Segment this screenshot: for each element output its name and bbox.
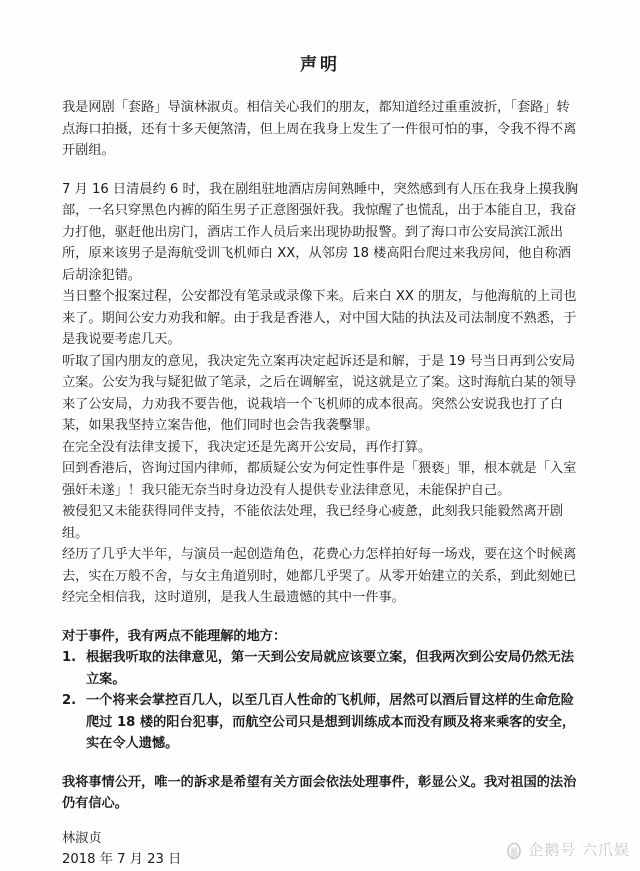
issue-item	[62, 690, 582, 755]
signature-name: 林淑贞	[62, 830, 102, 846]
issue-text: 根据我听取的法律意见，第一天到公安局就应该要立案，但我两次到公安局仍然无法立案。	[86, 650, 574, 687]
closing-statement: 我将事情公开，唯一的訴求是希望有关方面会依法处理事件，彰显公义。我对祖国的法治仍有信心。	[62, 774, 577, 811]
penguin-logo-icon	[504, 840, 524, 860]
issues-list	[62, 647, 582, 755]
paragraph-incident: 7 月 16 日清晨约 6 时，我在剧组驻地酒店房间熟睡中，突然感到有人压在我身上摸我胸部，一名只穿黑色内裤的陌生男子正意图强奸我。我惊醒了也慌乱，出于本能自卫，我奋力打他，驱赶他出房门，酒店工作人员后来出现协助报警。到了海口市公安局滨江派出所，原来该男子是海航受训飞机师白 XX，从邻房 18 楼高阳台爬过来我房间，他自称酒后胡涂犯错。	[62, 181, 579, 283]
paragraph-leave-station: 在完全没有法律支援下，我决定还是先离开公安局，再作打算。	[62, 439, 432, 455]
paragraph-intro: 我是网剧「套路」导演林淑贞。相信关心我们的朋友，都知道经过重重波折，「套路」转点海口拍摄，还有十多天便煞清，但上周在我身上发生了一件很可怕的事，令我不得不离开剧组。	[62, 100, 577, 158]
issue-text: 一个将来会掌控百几人，以至几百人性命的飞机师，居然可以酒后冒这样的生命危险爬过 18 楼的阳台犯事，而航空公司只是想到训练成本而没有顾及将来乘客的安全，实在令人遗憾。	[86, 693, 576, 751]
document-title: 声明	[300, 55, 340, 75]
issue-number: 2.	[62, 693, 77, 708]
paragraph-filing: 听取了国内朋友的意见，我决定先立案再决定起诉还是和解，于是 19 号当日再到公安局立案。公安为我与疑犯做了笔录，之后在调解室，说这就是立了案。这时海航白某的领导来了公安局，力劝我不要告他，说栽培一个飞机师的成本很高。突然公安说我也打了白某，如果我坚持立案告他，他们同时也会告我袭擊罪。	[62, 353, 577, 433]
issues-intro: 对于事件，我有两点不能理解的地方：	[62, 628, 287, 644]
issue-item	[62, 647, 582, 690]
watermark	[504, 839, 630, 860]
signature-date: 2018 年 7 月 23 日	[62, 852, 182, 867]
paragraph-report: 当日整个报案过程，公安都没有笔录或录像下来。后来白 XX 的朋友，与他海航的上司也来了。期间公安力劝我和解。由于我是香港人，对中国大陆的执法及司法制度不熟悉，于是我说要考虑几天。	[62, 289, 577, 347]
watermark-text: 企鹅号 六爪娱	[528, 841, 630, 859]
document-body	[62, 97, 582, 871]
paragraph-farewell: 经历了几乎大半年，与演员一起创造角色，花费心力怎样拍好每一场戏，要在这个时候离去，实在万般不舍，与女主角道别时，她都几乎哭了。从零开始建立的关系，到此刻她已经完全相信我，这时道别，是我人生最遗憾的其中一件事。	[62, 547, 577, 605]
paragraph-hong-kong: 回到香港后，咨询过国内律师，都质疑公安为何定性事件是「猥亵」罪，根本就是「入室强奸未遂」！我只能无奈当时身边没有人提供专业法律意见，未能保护自己。	[62, 461, 577, 498]
issue-number: 1.	[62, 650, 77, 665]
paragraph-leave-crew: 被侵犯又未能获得同伴支持，不能依法处理，我已经身心疲惫，此刻我只能毅然离开剧组。	[62, 504, 564, 541]
